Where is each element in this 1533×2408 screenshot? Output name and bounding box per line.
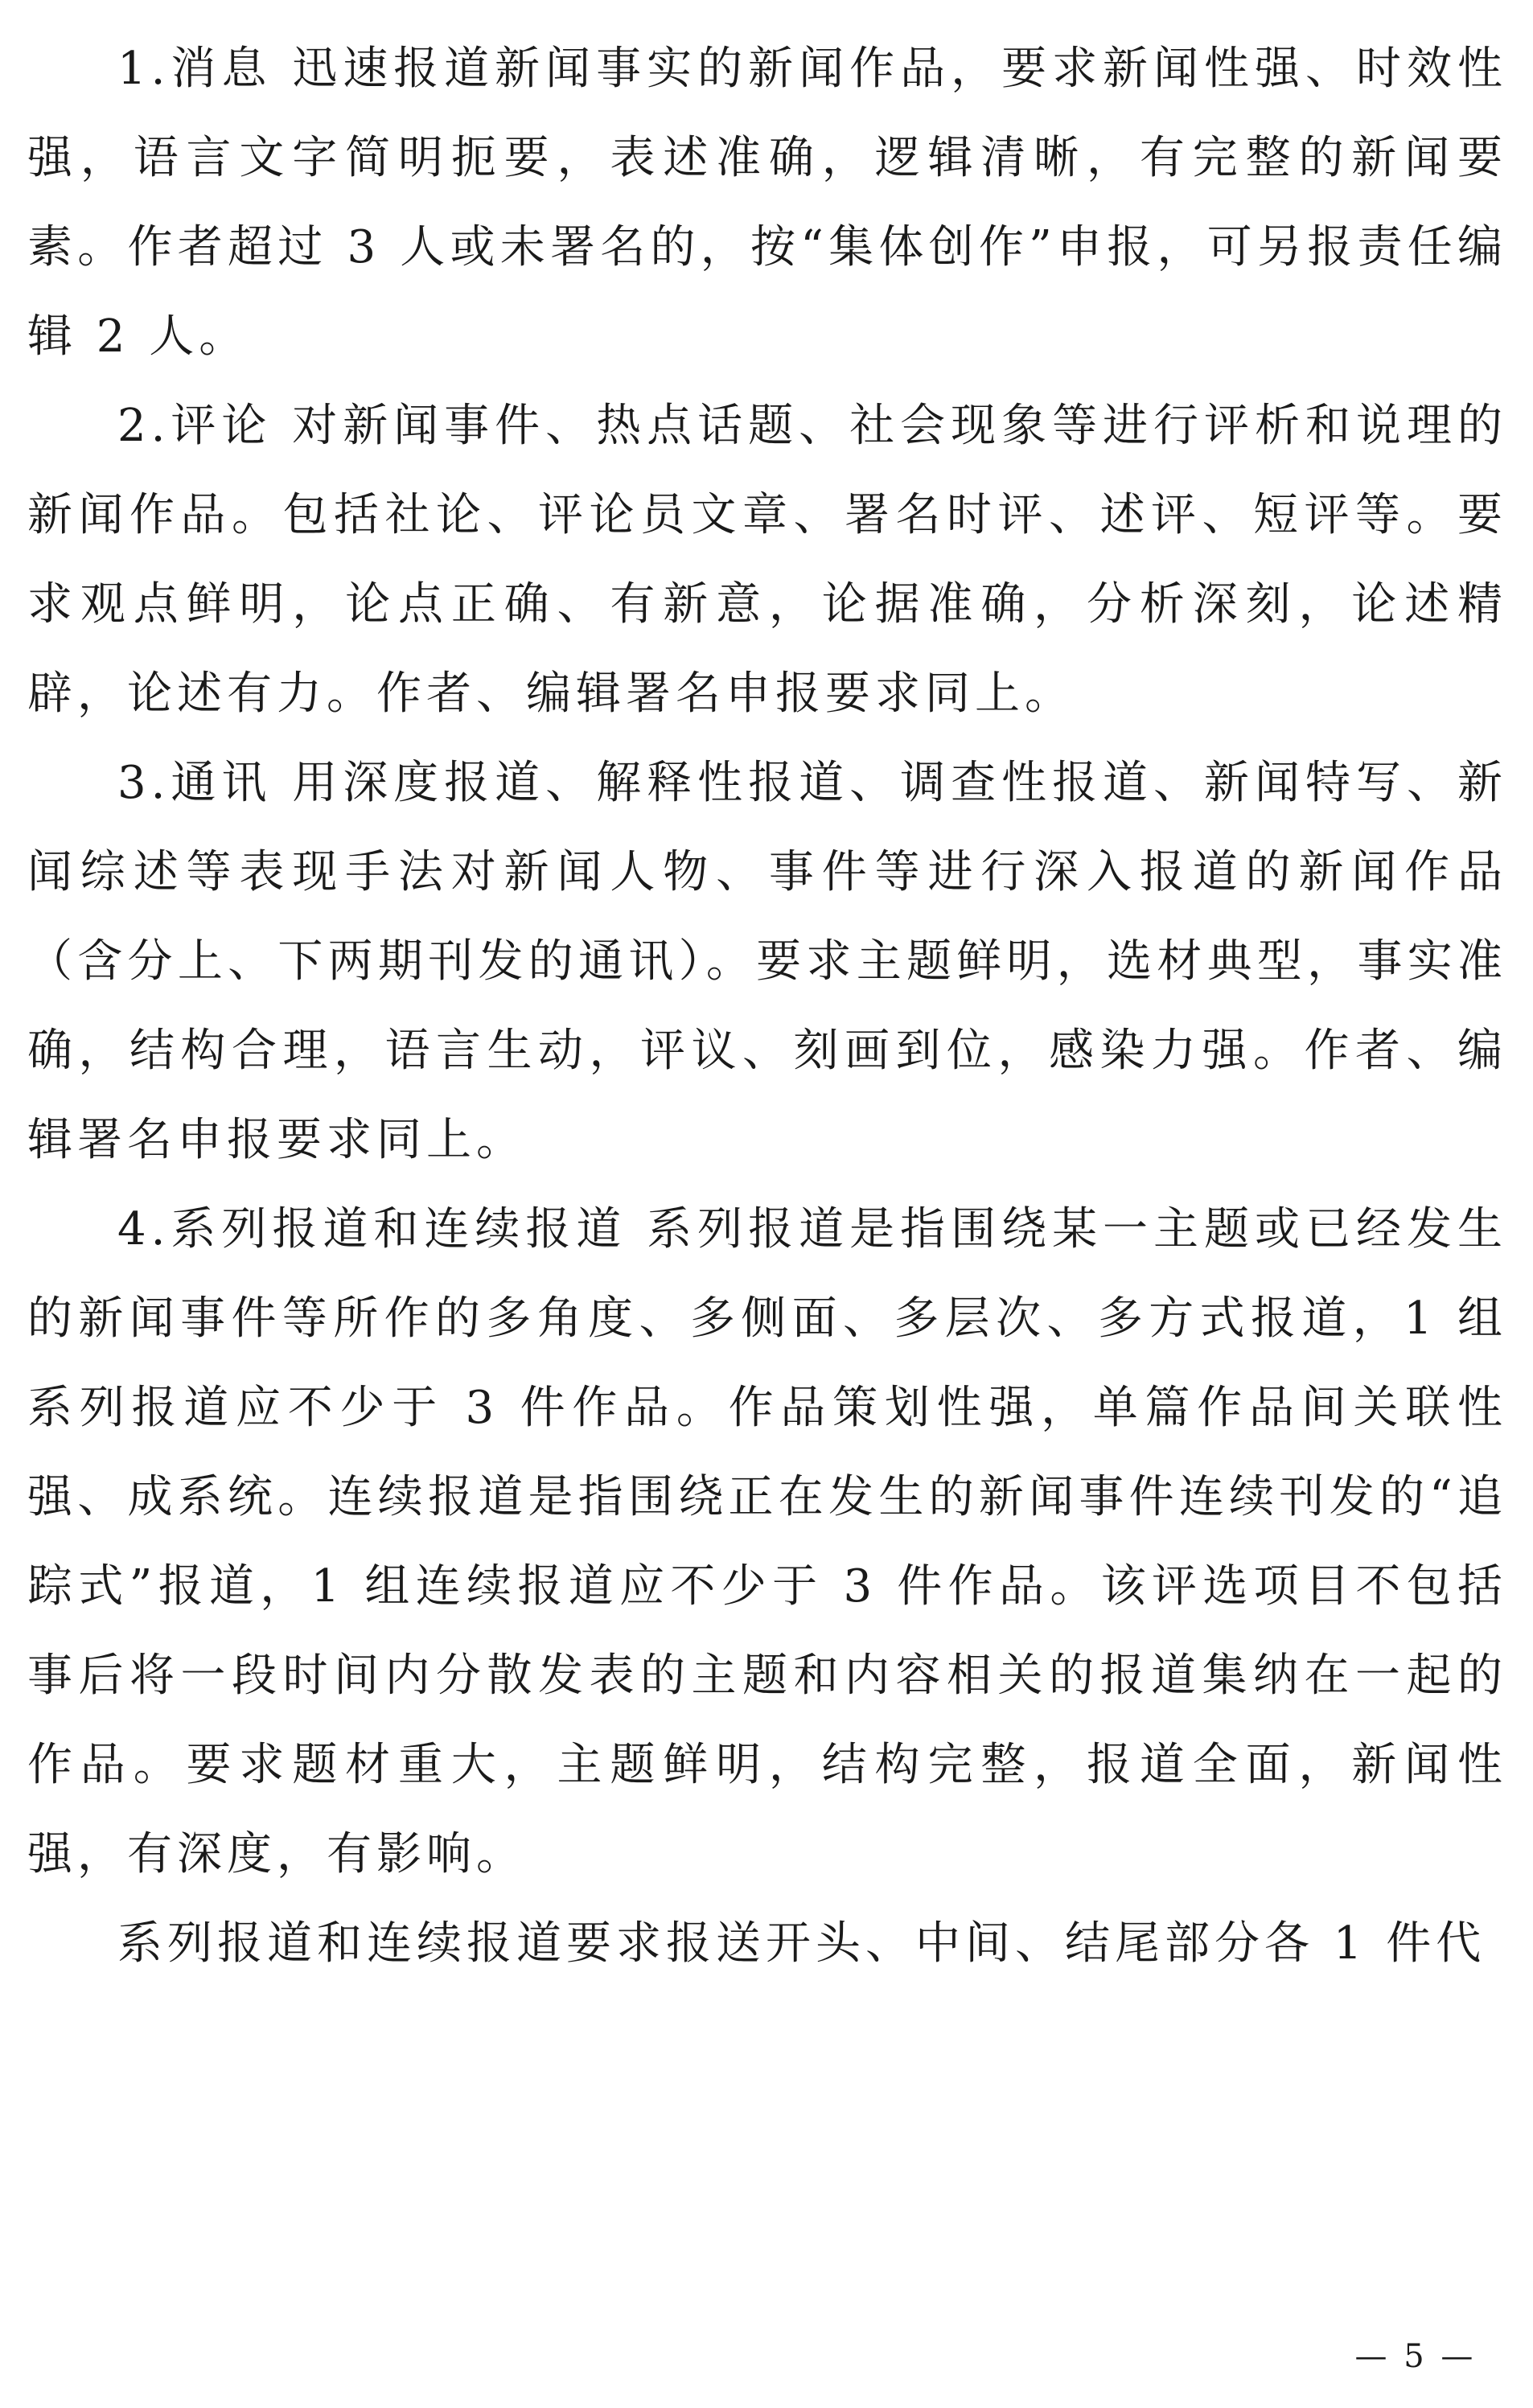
page-number: — 5 —: [1354, 2338, 1477, 2375]
item-body: 迅速报道新闻事实的新闻作品，要求新闻性强、时效性强，语言文字简明扼要，表述准确，逻辑清晰，有完整的新闻要素。作者超过 3 人或未署名的，按“集体创作”申报，可另报责任编辑 2 人。: [27, 43, 1507, 363]
item-title: 2.评论: [117, 400, 273, 452]
item-title: 3.通讯: [117, 757, 273, 809]
item-body: 对新闻事件、热点话题、社会现象等进行评析和说理的新闻作品。包括社论、评论员文章、署名时评、述评、短评等。要求观点鲜明，论点正确、有新意，论据准确，分析深刻，论述精辟，论述有力。作者、编辑署名申报要求同上。: [27, 400, 1507, 720]
paragraph-news-item: [27, 24, 1507, 381]
paragraph-feature: [27, 738, 1507, 1185]
item-body: 系列报道是指围绕某一主题或已经发生的新闻事件等所作的多角度、多侧面、多层次、多方式报道，1 组系列报道应不少于 3 件作品。作品策划性强，单篇作品间关联性强、成系统。连续报道是指围绕正在发生的新闻事件连续刊发的“追踪式”报道，1 组连续报道应不少于 3 件作品。该评选项目不包括事后将一段时间内分散发表的主题和内容相关的报道集纳在一起的作品。要求题材重大，主题鲜明，结构完整，报道全面，新闻性强，有深度，有影响。: [27, 1203, 1507, 1880]
item-title: 1.消息: [117, 43, 273, 95]
paragraph-series-reports: [27, 1185, 1507, 1899]
item-body: 系列报道和连续报道要求报送开头、中间、结尾部分各 1 件代: [117, 1917, 1486, 1970]
paragraph-series-requirements: [27, 1899, 1507, 1988]
item-title: 4.系列报道和连续报道: [117, 1203, 627, 1255]
document-body: [27, 24, 1507, 1988]
item-body: 用深度报道、解释性报道、调查性报道、新闻特写、新闻综述等表现手法对新闻人物、事件等进行深入报道的新闻作品（含分上、下两期刊发的通讯）。要求主题鲜明，选材典型，事实准确，结构合理，语言生动，评议、刻画到位，感染力强。作者、编辑署名申报要求同上。: [27, 757, 1507, 1166]
paragraph-commentary: [27, 381, 1507, 738]
